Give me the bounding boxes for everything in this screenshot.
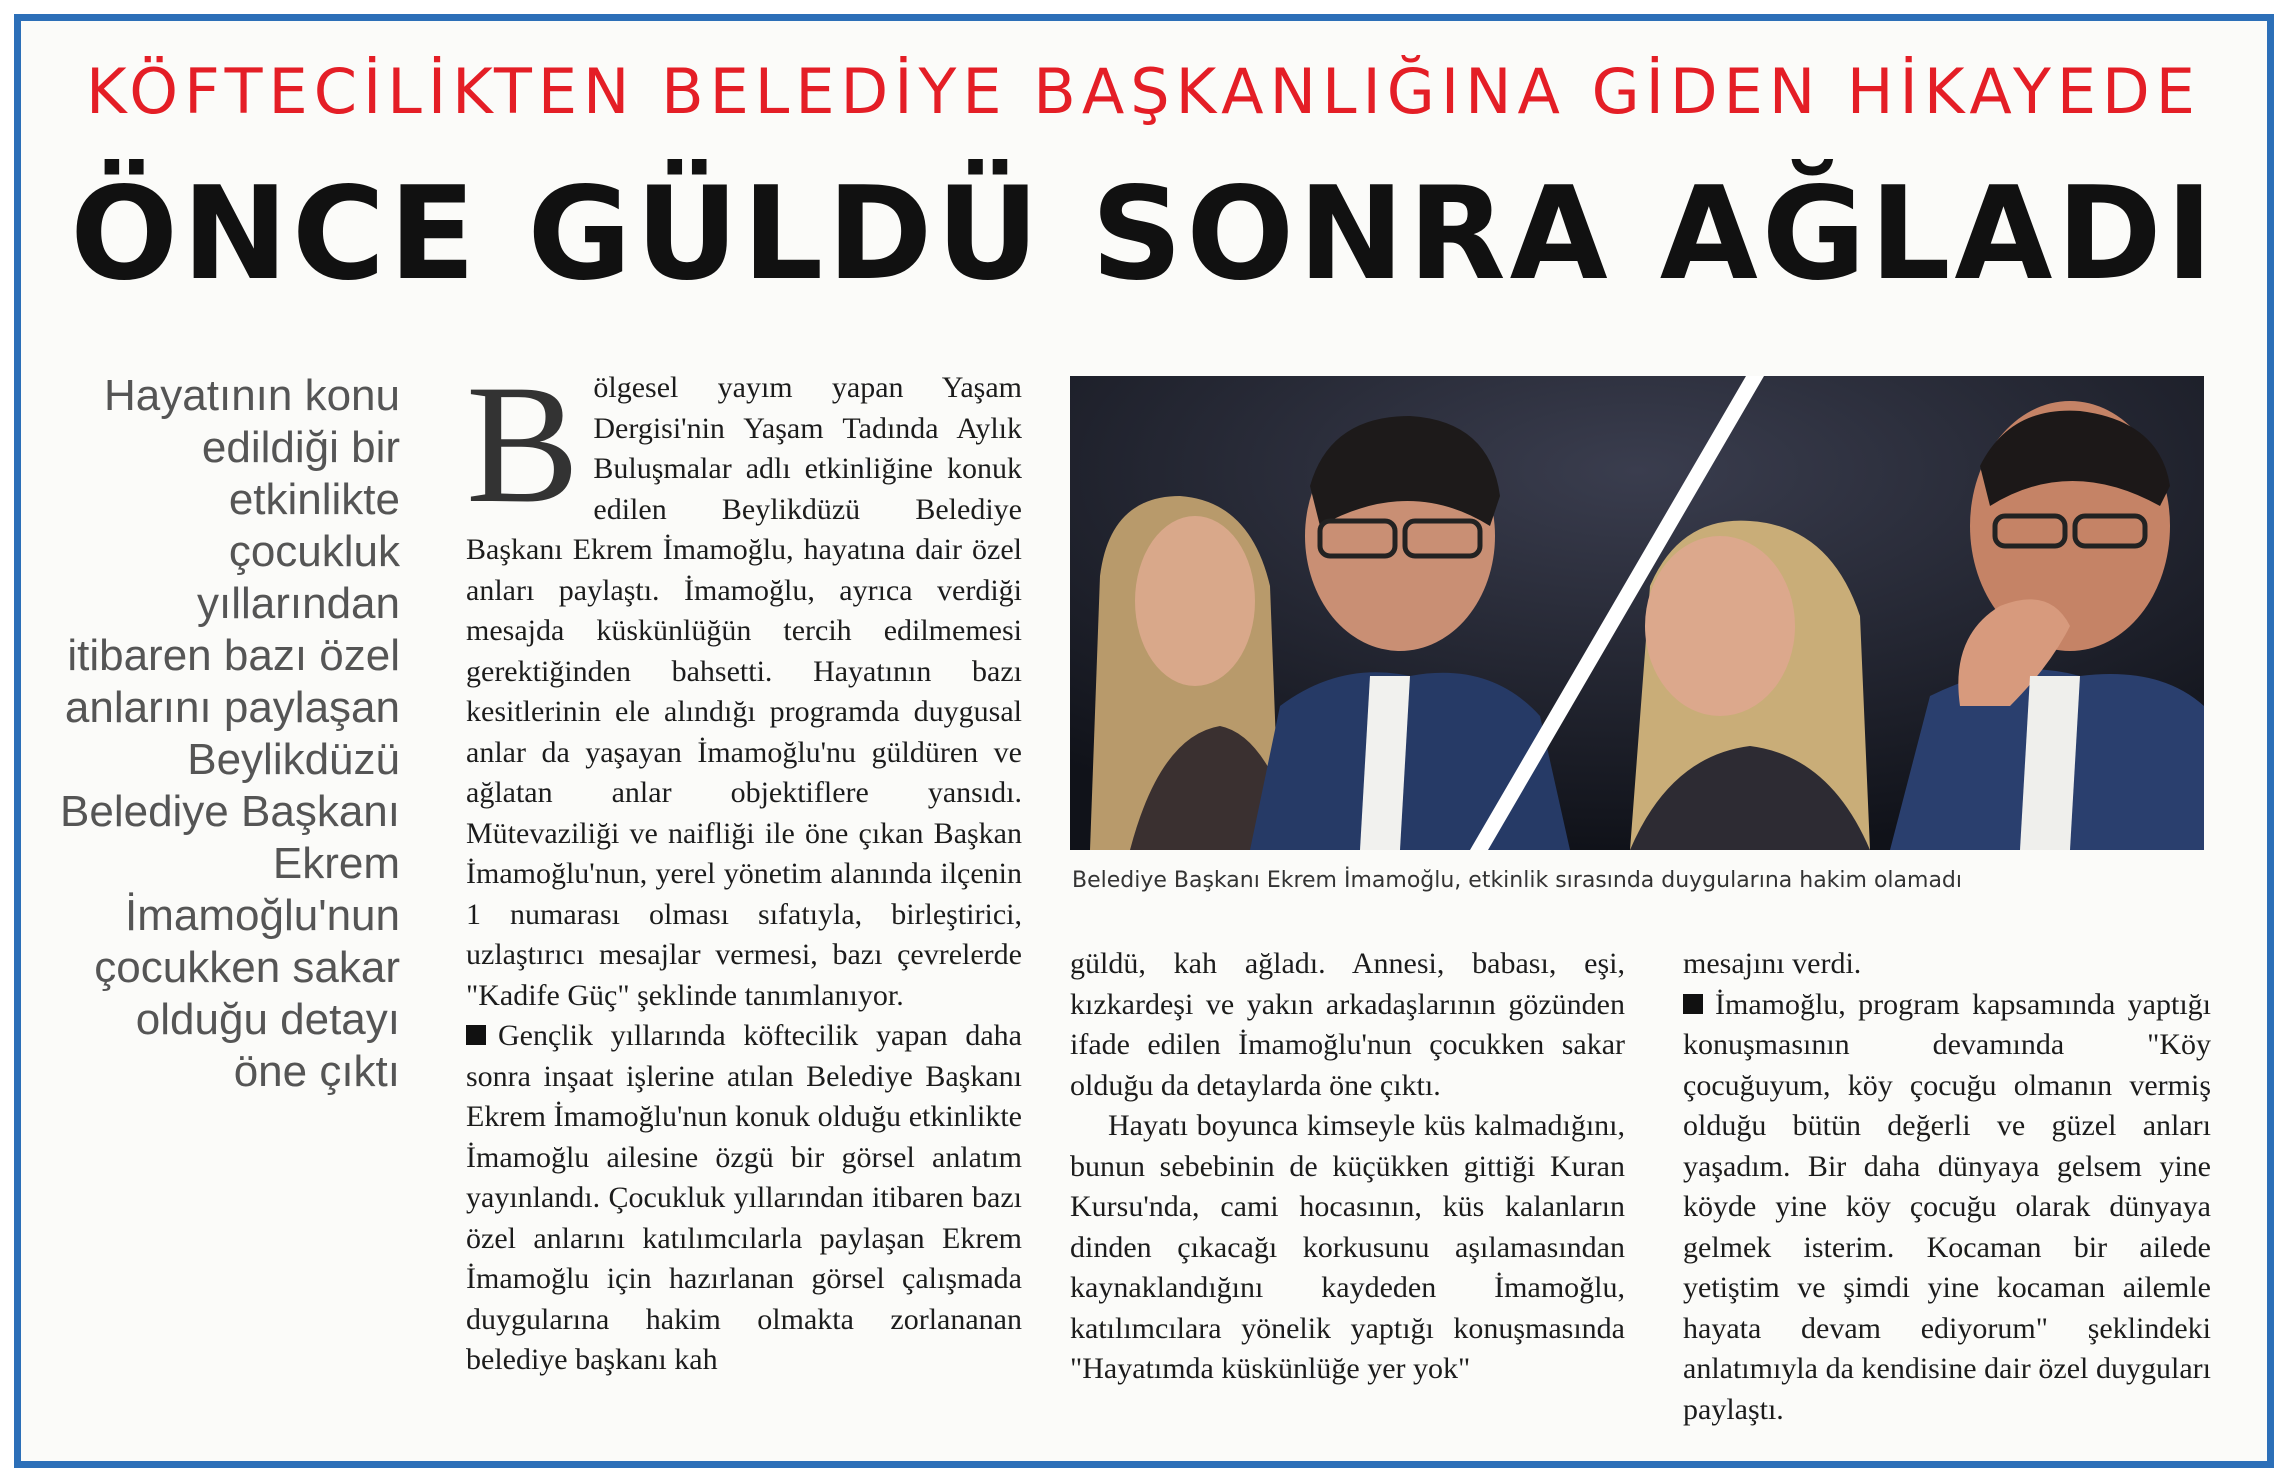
paragraph-1-text: ölgesel yayım yapan Yaşam Dergisi'nin Yaşam Tadında Aylık Buluşmalar adlı etkinliğine konuk edilen Beylikdüzü Belediye Başkanı Ekrem İmamoğlu, hayatına dair özel anları paylaştı. İmamoğlu, ayrıca verdiği mesajda küskünlüğün tercih edilmemesi gerektiğinden bahsetti. Hayatının bazı kesitlerinin ele alındığı programda duygusal anlar da yaşayan İmamoğlu'nu güldüren ve ağlatan anlar objektiflere yansıdı. Mütevaziliği ve naifliği ile öne çıkan Başkan İmamoğlu'nun, yerel yönetim alanında ilçenin 1 numarası olması sıfatıyla, birleştirici, uzlaştırıcı mesajlar vermesi, bazı çevrelerde "Kadife Güç" şeklinde tanımlanıyor. [466, 371, 1022, 1012]
kicker: KÖFTECİLİKTEN BELEDİYE BAŞKANLIĞINA GİDEN HİKAYEDE [86, 55, 2201, 128]
paragraph-6 [1683, 985, 2211, 1431]
photo-caption: Belediye Başkanı Ekrem İmamoğlu, etkinlik sırasında duygularına hakim olamadı [1072, 868, 1963, 893]
square-bullet-icon [1683, 994, 1703, 1014]
paragraph-3: güldü, kah ağladı. Annesi, babası, eşi, kızkardeşi ve yakın arkadaşlarının gözünden ifade edilen İmamoğlu'nun çocukken sakar olduğu da detaylarda öne çıktı. [1070, 947, 1625, 1102]
drop-cap: B [466, 350, 580, 538]
column-1 [466, 350, 1022, 1381]
paragraph-5: mesajını verdi. [1683, 947, 1862, 980]
photo-illustration [1070, 376, 2204, 850]
paragraph-6-text: İmamoğlu, program kapsamında yaptığı konuşmasının devamında "Köy çocuğuyum, köy çocuğu olmanın vermiş olduğu bütün değerli ve güzel anları yaşadım. Bir daha dünyaya gelsem yine köyde yine köy çocuğu olarak dünyaya gelmek isterim. Kocaman bir ailede yetiştim ve şimdi yine kocaman ailemle hayata devam ediyorum" şeklindeki anlatımıyla da kendisine dair özel duyguları paylaştı. [1683, 987, 2211, 1426]
column-2 [1070, 944, 1625, 1390]
column-3 [1683, 944, 2211, 1430]
paragraph-1 [466, 350, 1022, 1016]
event-photo [1070, 376, 2204, 850]
headline: ÖNCE GÜLDÜ SONRA AĞLADI [70, 160, 2217, 309]
paragraph-2-text: Gençlik yıllarında köftecilik yapan daha sonra inşaat işlerine atılan Belediye Başkanı Ekrem İmamoğlu'nun konuk olduğu etkinlikte İmamoğlu ailesine özgü bir görsel anlatım yayınlandı. Çocukluk yıllarından itibaren bazı özel anlarını katılımcılarla paylaşan Ekrem İmamoğlu için hazırlanan görsel çalışmada duygularına hakim olmakta zorlananan belediye başkanı kah [466, 1019, 1022, 1376]
paragraph-2 [466, 1016, 1022, 1381]
spot-text: Hayatının konu edildiği bir etkinlikte çocukluk yıllarından itibaren bazı özel anlarını paylaşan Beylikdüzü Belediye Başkanı Ekrem İmamoğlu'nun çocukken sakar olduğu detayı öne çıktı [60, 371, 400, 1096]
paragraph-4: Hayatı boyunca kimseyle küs kalmadığını, bunun sebebinin de küçükken gittiği Kuran Kursu'nda, cami hocasının, küs kalanların dinden çıkacağı korkusunu aşılamasından kaynaklandığını kaydeden İmamoğlu, katılımcılara yönelik yaptığı konuşmasında "Hayatımda küskünlüğe yer yok" [1070, 1109, 1625, 1385]
square-bullet-icon [466, 1025, 486, 1045]
